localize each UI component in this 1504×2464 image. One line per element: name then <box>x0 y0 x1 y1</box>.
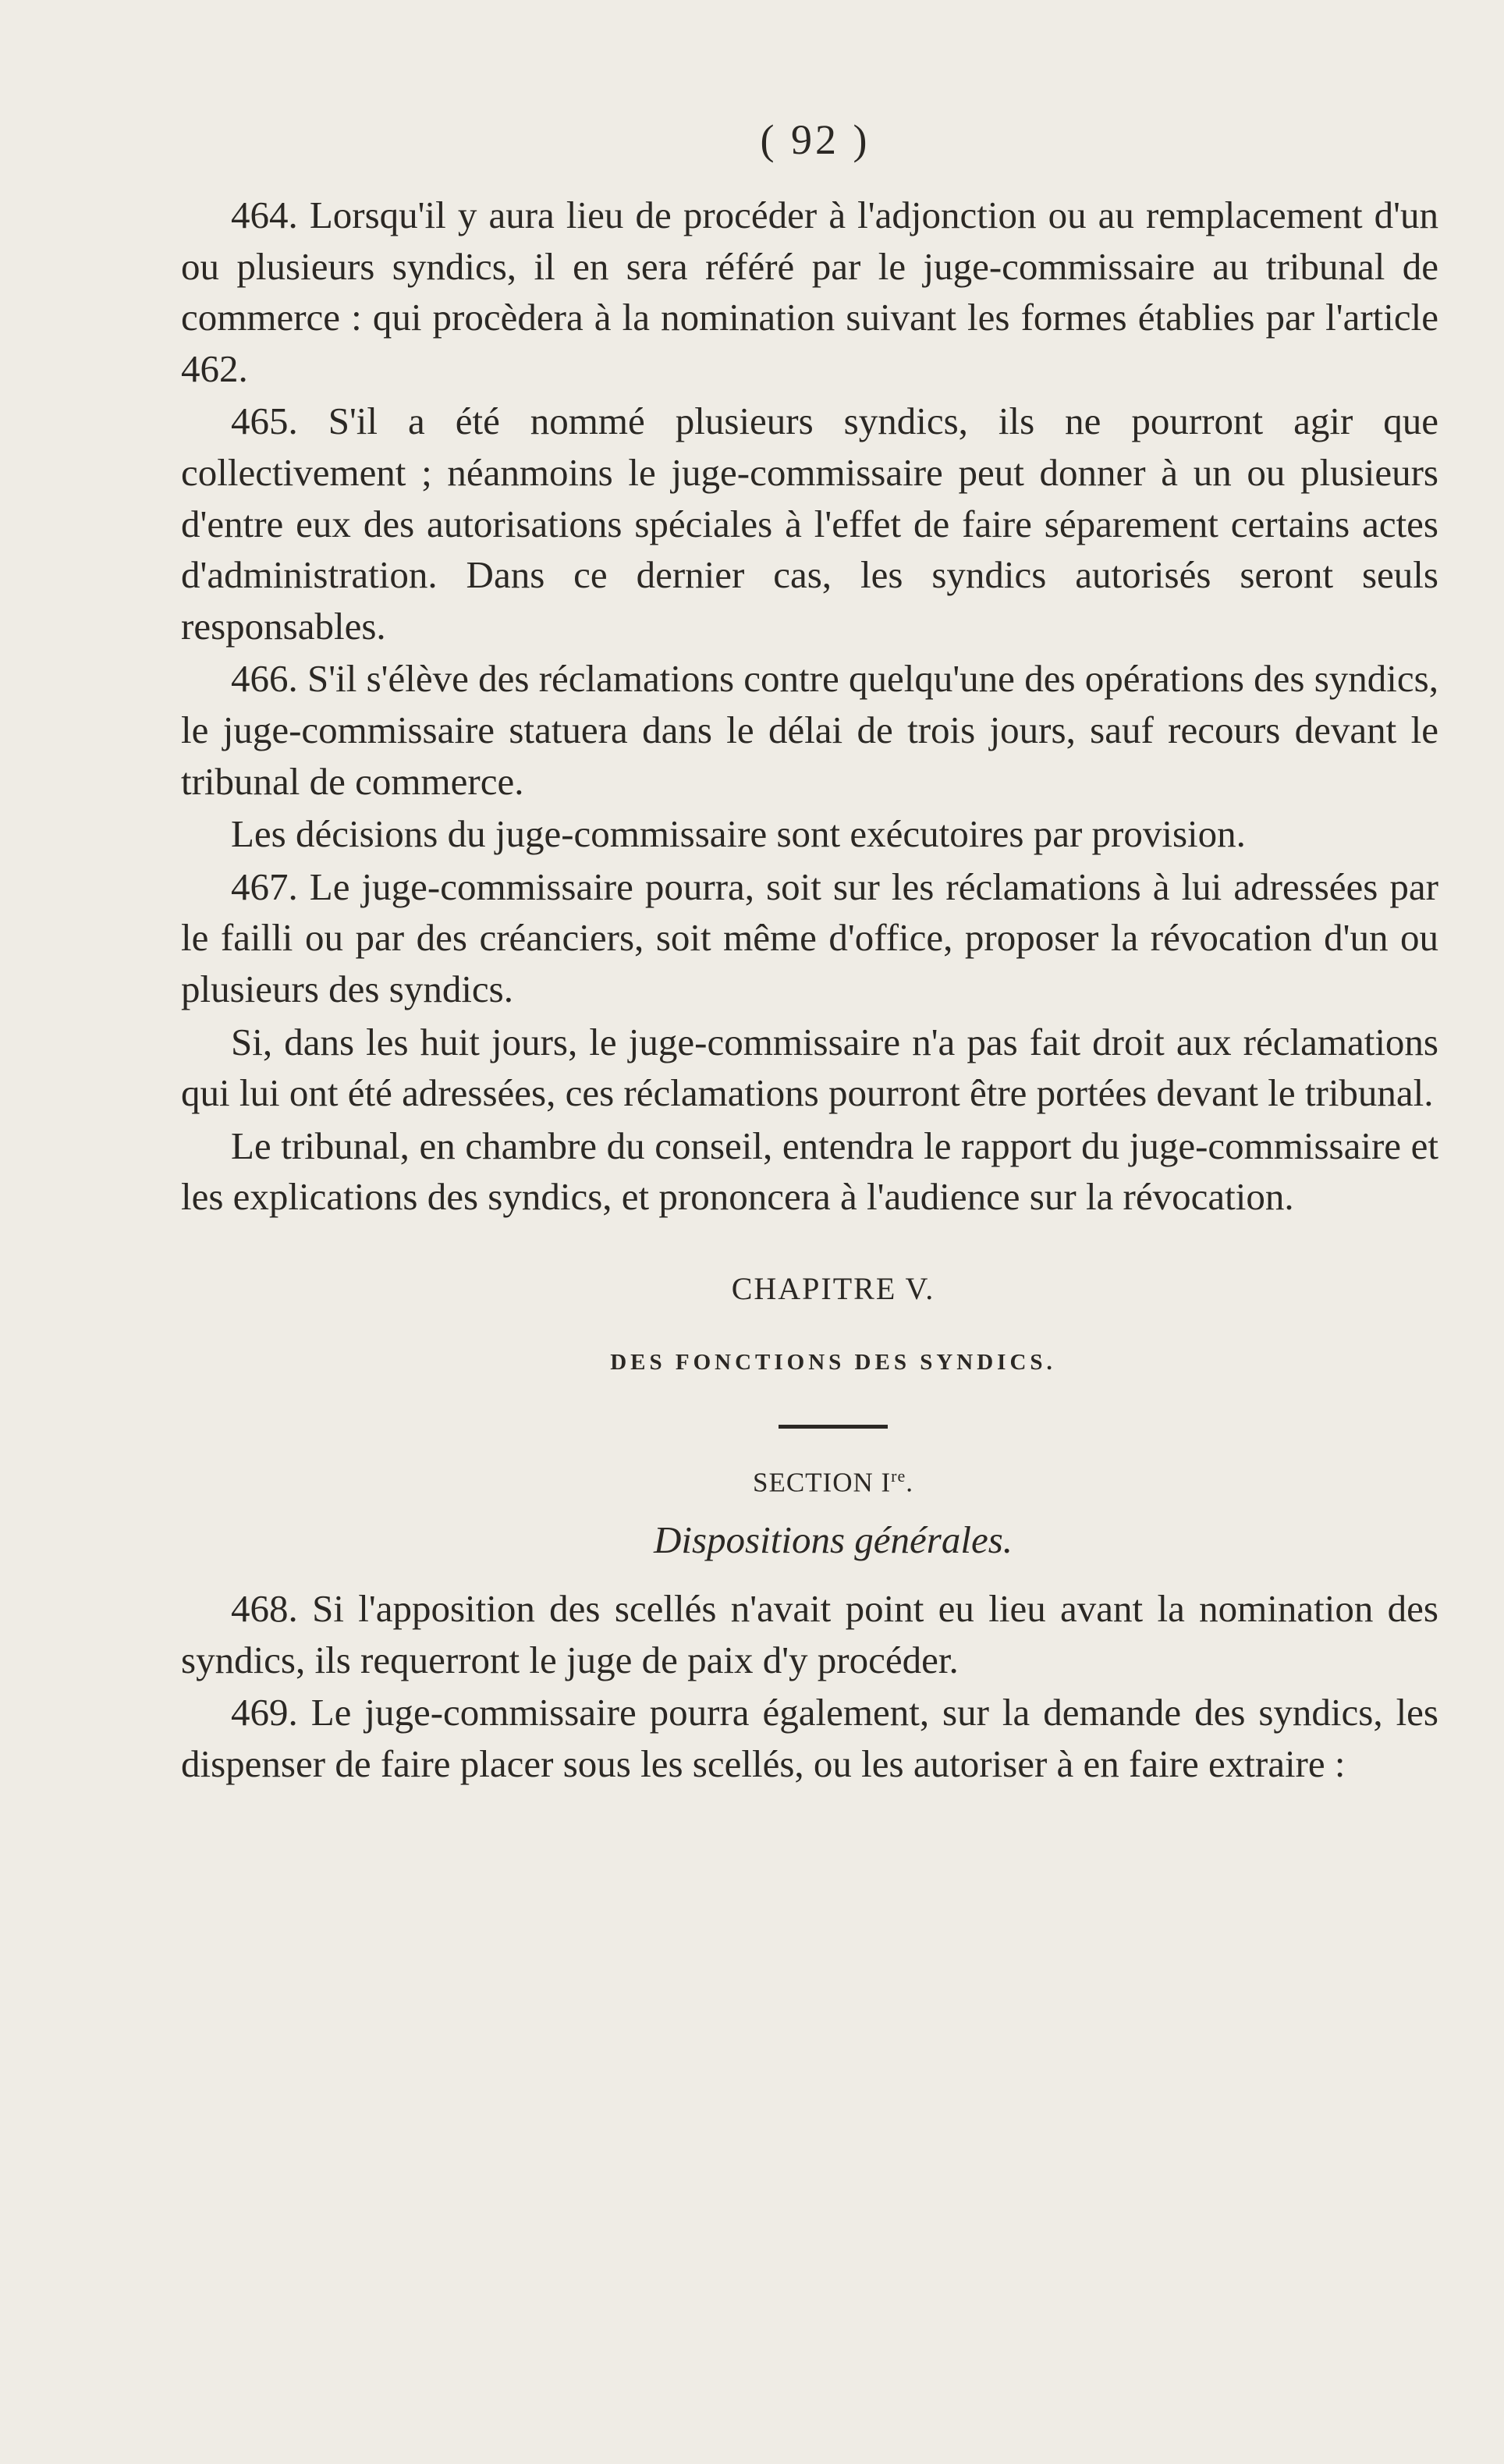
section-heading: Dispositions générales. <box>653 1518 1013 1562</box>
article-467-paragraph-3: Le tribunal, en chambre du conseil, entendra le rapport du juge-commissaire et les explications des syndics, et prononcera à l'audience sur la révocation. <box>181 1124 1438 1219</box>
section-title-text: SECTION I <box>752 1467 892 1498</box>
article-466-provision: Les décisions du juge-commissaire sont exécutoires par provision. <box>231 812 1246 856</box>
section-divider <box>779 1425 888 1429</box>
page-number: ( 92 ) <box>760 116 871 163</box>
page-body <box>181 190 1438 1791</box>
article-467-paragraph-2: Si, dans les huit jours, le juge-commissaire n'a pas fait droit aux réclamations qui lui ont été adressées, ces réclamations pourront être portées devant le tribunal. <box>181 1020 1438 1115</box>
section-title-period: . <box>906 1467 914 1498</box>
article-465: 465. S'il a été nommé plusieurs syndics, ils ne pourront agir que collectivement ; néanmoins le juge-commissaire peut donner à un ou plusieurs d'entre eux des autorisations spéciales à l'effet de faire séparement certains actes d'administration. Dans ce dernier cas, les syndics autorisés seront seuls responsables. <box>181 399 1438 648</box>
chapter-title: CHAPITRE V. <box>731 1270 935 1306</box>
chapter-subtitle: DES FONCTIONS DES SYNDICS. <box>610 1350 1056 1376</box>
article-467: 467. Le juge-commissaire pourra, soit sur les réclamations à lui adressées par le failli ou par des créanciers, soit même d'office, proposer la révocation d'un ou plusieurs des syndics. <box>181 865 1438 1010</box>
article-468: 468. Si l'apposition des scellés n'avait point eu lieu avant la nomination des syndics, ils requerront le juge de paix d'y procéder. <box>181 1586 1438 1681</box>
article-466: 466. S'il s'élève des réclamations contre quelqu'une des opérations des syndics, le juge-commissaire statuera dans le délai de trois jours, sauf recours devant le tribunal de commerce. <box>181 657 1438 803</box>
article-464: 464. Lorsqu'il y aura lieu de procéder à l'adjonction ou au remplacement d'un ou plusieurs syndics, il en sera référé par le juge-commissaire au tribunal de commerce : qui procèdera à la nomination suivant les formes établies par l'article 462. <box>181 193 1438 390</box>
section-title-superscript: re <box>891 1466 906 1486</box>
article-469: 469. Le juge-commissaire pourra également, sur la demande des syndics, les dispenser de faire placer sous les scellés, ou les autoriser à en faire extraire : <box>181 1691 1438 1785</box>
section-title <box>181 1450 1438 1508</box>
